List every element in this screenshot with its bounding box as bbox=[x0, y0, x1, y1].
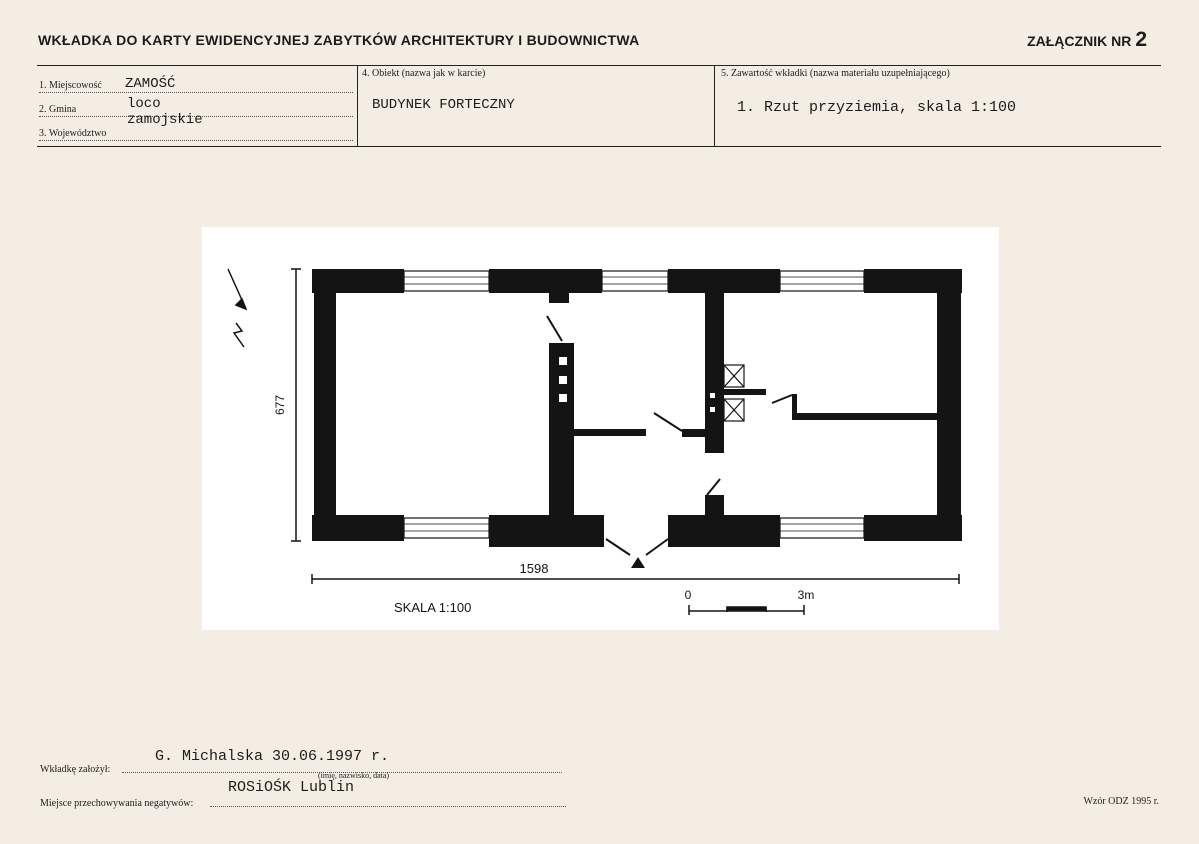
floor-plan-photo bbox=[202, 227, 999, 630]
created-by-hint: (imię, nazwisko, data) bbox=[318, 771, 390, 780]
wall-bottom-middle-segment bbox=[489, 515, 604, 547]
entrance-marker-icon bbox=[631, 557, 645, 568]
scalebar-start-label: 0 bbox=[684, 588, 692, 602]
contents-value: 1. Rzut przyziemia, skala 1:100 bbox=[737, 99, 1017, 116]
wall-interior-lower bbox=[705, 495, 724, 543]
form-header-table bbox=[37, 65, 1161, 147]
form-column-contents bbox=[714, 66, 1162, 146]
form-column-object bbox=[357, 66, 715, 146]
wall-stub-top bbox=[549, 293, 569, 303]
wall-partition-left bbox=[574, 429, 646, 436]
wall-partition-right bbox=[792, 413, 937, 420]
wall-top-middle-segment bbox=[489, 269, 602, 293]
north-arrow-icon bbox=[228, 269, 246, 347]
wall-left bbox=[314, 269, 336, 541]
wall-chimney-stub bbox=[724, 389, 766, 395]
voivodeship-value: zamojskie bbox=[127, 112, 203, 128]
template-code: Wzór ODZ 1995 r. bbox=[1083, 796, 1159, 807]
commune-label: 2. Gmina bbox=[39, 104, 77, 115]
window-bottom-2 bbox=[780, 518, 864, 538]
wall-partition-center bbox=[682, 429, 707, 437]
form-column-location bbox=[37, 66, 357, 146]
locality-label: 1. Miejscowość bbox=[39, 80, 102, 91]
scale-bar bbox=[689, 605, 804, 615]
storage-line bbox=[210, 805, 566, 807]
locality-field bbox=[39, 78, 353, 93]
width-dimension-label: 1598 bbox=[519, 561, 549, 576]
document-title: WKŁADKA DO KARTY EWIDENCYJNEJ ZABYTKÓW ARCHITEKTURY I BUDOWNICTWA bbox=[38, 32, 640, 48]
annex-number: 2 bbox=[1135, 28, 1147, 51]
wall-interior-center bbox=[705, 293, 724, 453]
storage-value: ROSiOŚK Lublin bbox=[228, 779, 355, 796]
voivodeship-field bbox=[39, 112, 353, 141]
window-top-1 bbox=[404, 271, 489, 291]
floor-plan-drawing bbox=[202, 227, 999, 630]
created-by-label: Wkładkę założył: bbox=[40, 764, 111, 775]
wall-interior-left bbox=[549, 343, 574, 523]
wall-stub-right bbox=[792, 394, 797, 416]
chimney-flues bbox=[559, 357, 715, 412]
object-label: 4. Obiekt (nazwa jak w karcie) bbox=[362, 68, 486, 79]
contents-label: 5. Zawartość wkładki (nazwa materiału uzupełniającego) bbox=[721, 68, 950, 79]
commune-value: loco bbox=[127, 96, 161, 112]
wall-top-right-segment bbox=[668, 269, 780, 293]
wall-right bbox=[937, 269, 961, 541]
object-value: BUDYNEK FORTECZNY bbox=[372, 97, 515, 113]
locality-value: ZAMOŚĆ bbox=[125, 76, 176, 92]
window-bottom-1 bbox=[404, 518, 489, 538]
annex-label bbox=[1027, 28, 1147, 52]
scalebar-end-label: 3m bbox=[797, 588, 815, 602]
created-by-value: G. Michalska 30.06.1997 r. bbox=[155, 748, 390, 765]
window-top-2 bbox=[602, 271, 668, 291]
window-top-3 bbox=[780, 271, 864, 291]
annex-label-text: ZAŁĄCZNIK NR bbox=[1027, 33, 1132, 49]
height-dimension-label: 677 bbox=[273, 394, 287, 416]
voivodeship-label: 3. Województwo bbox=[39, 128, 107, 139]
storage-label: Miejsce przechowywania negatywów: bbox=[40, 798, 194, 809]
scale-label: SKALA 1:100 bbox=[394, 600, 472, 615]
